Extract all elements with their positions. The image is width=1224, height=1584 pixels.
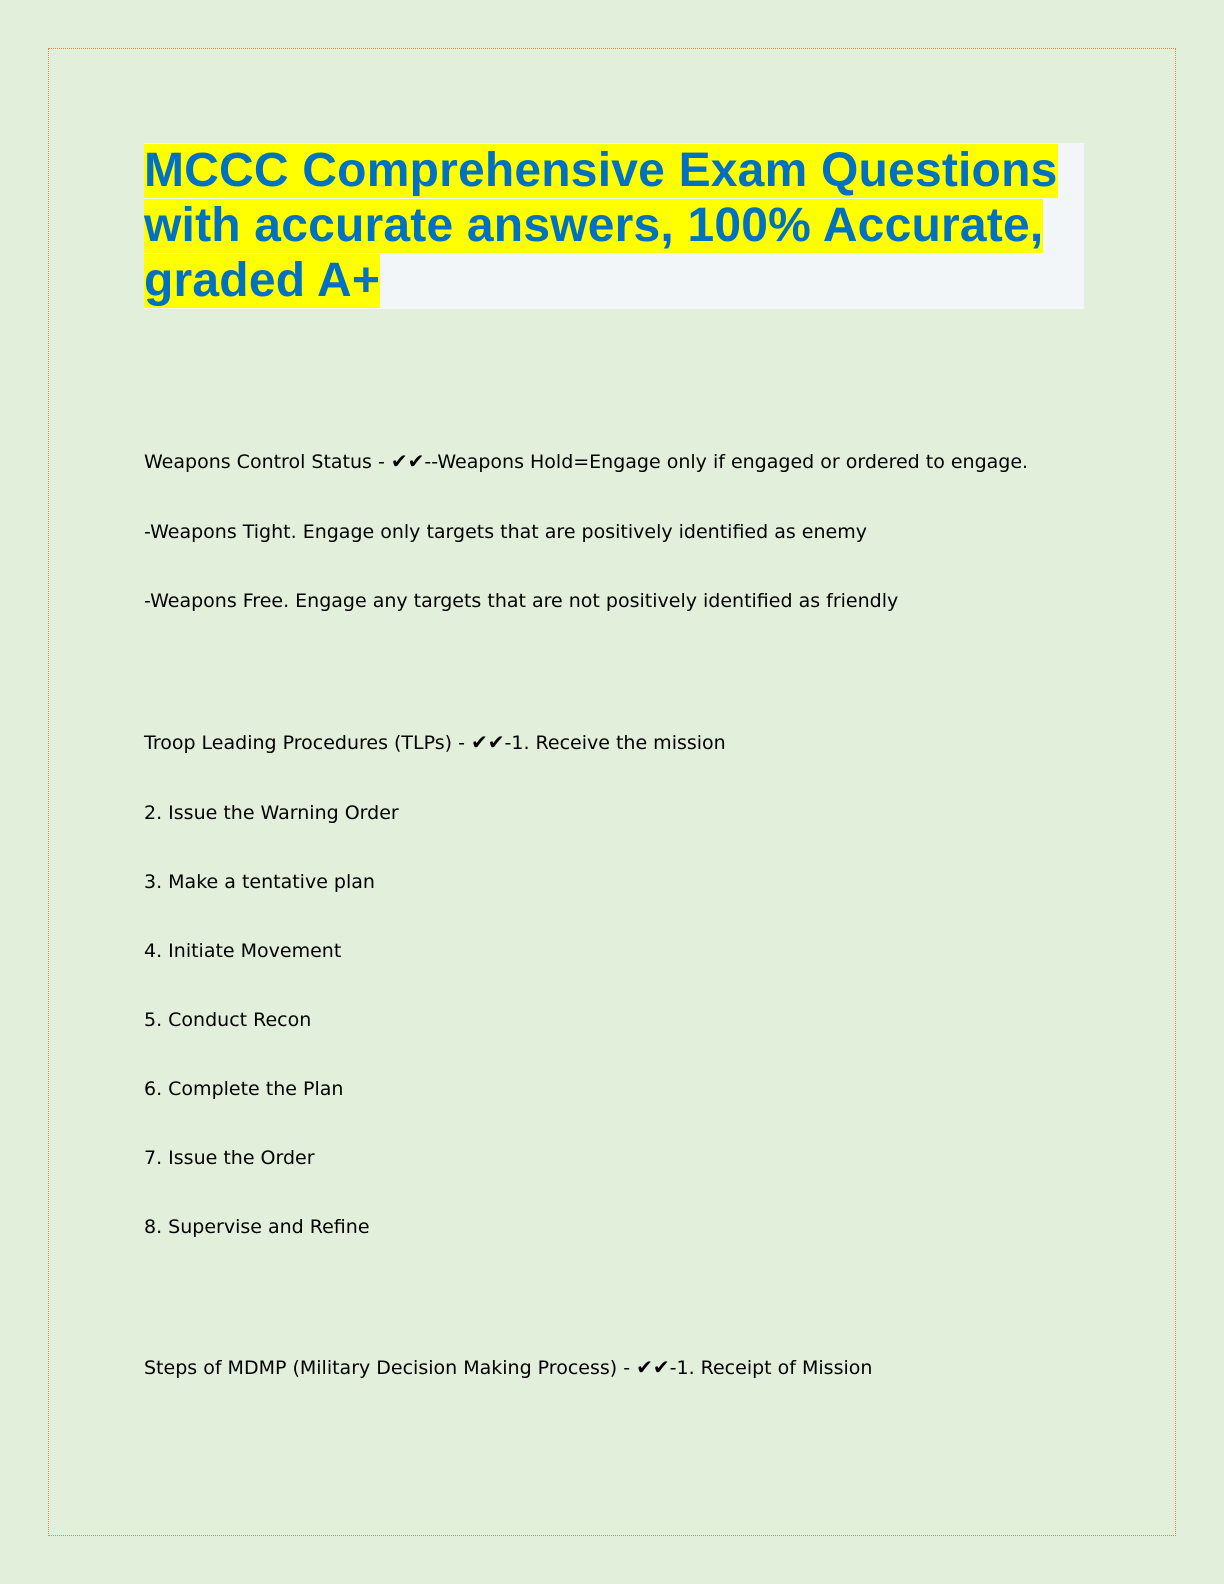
answer-line: -Weapons Tight. Engage only targets that are positively identified as enemy: [144, 521, 867, 543]
answer-line: 2. Issue the Warning Order: [144, 802, 399, 824]
answer-line: 6. Complete the Plan: [144, 1078, 344, 1100]
title-line-2: with accurate answers, 100% Accurate,: [144, 199, 1044, 252]
question-label: Weapons Control Status -: [144, 451, 391, 473]
answer-line: 3. Make a tentative plan: [144, 871, 375, 893]
answer-line: 5. Conduct Recon: [144, 1009, 312, 1031]
question-label: Steps of MDMP (Military Decision Making Process) -: [144, 1357, 637, 1379]
check-marks-icon: ✔✔: [390, 449, 425, 473]
title-block: [144, 143, 1084, 309]
answer-first-line: --Weapons Hold=Engage only if engaged or ordered to engage.: [424, 451, 1029, 473]
title-line-3: graded A+: [144, 254, 381, 307]
question-weapons-control-status: [144, 449, 1028, 474]
answer-line: 7. Issue the Order: [144, 1147, 315, 1169]
check-marks-icon: ✔✔: [471, 730, 505, 754]
answer-line: -Weapons Free. Engage any targets that are not positively identified as friendly: [144, 590, 899, 612]
answer-line: 4. Initiate Movement: [144, 940, 342, 962]
question-troop-leading-procedures: [144, 730, 726, 755]
check-marks-icon: ✔✔: [636, 1355, 670, 1379]
document-title: [144, 143, 1084, 308]
answer-first-line: -1. Receive the mission: [504, 732, 726, 754]
question-steps-of-mdmp: [144, 1355, 872, 1380]
question-label: Troop Leading Procedures (TLPs) -: [144, 732, 471, 754]
answer-line: 8. Supervise and Refine: [144, 1216, 370, 1238]
answer-first-line: -1. Receipt of Mission: [669, 1357, 873, 1379]
title-line-1: MCCC Comprehensive Exam Questions: [144, 144, 1058, 197]
